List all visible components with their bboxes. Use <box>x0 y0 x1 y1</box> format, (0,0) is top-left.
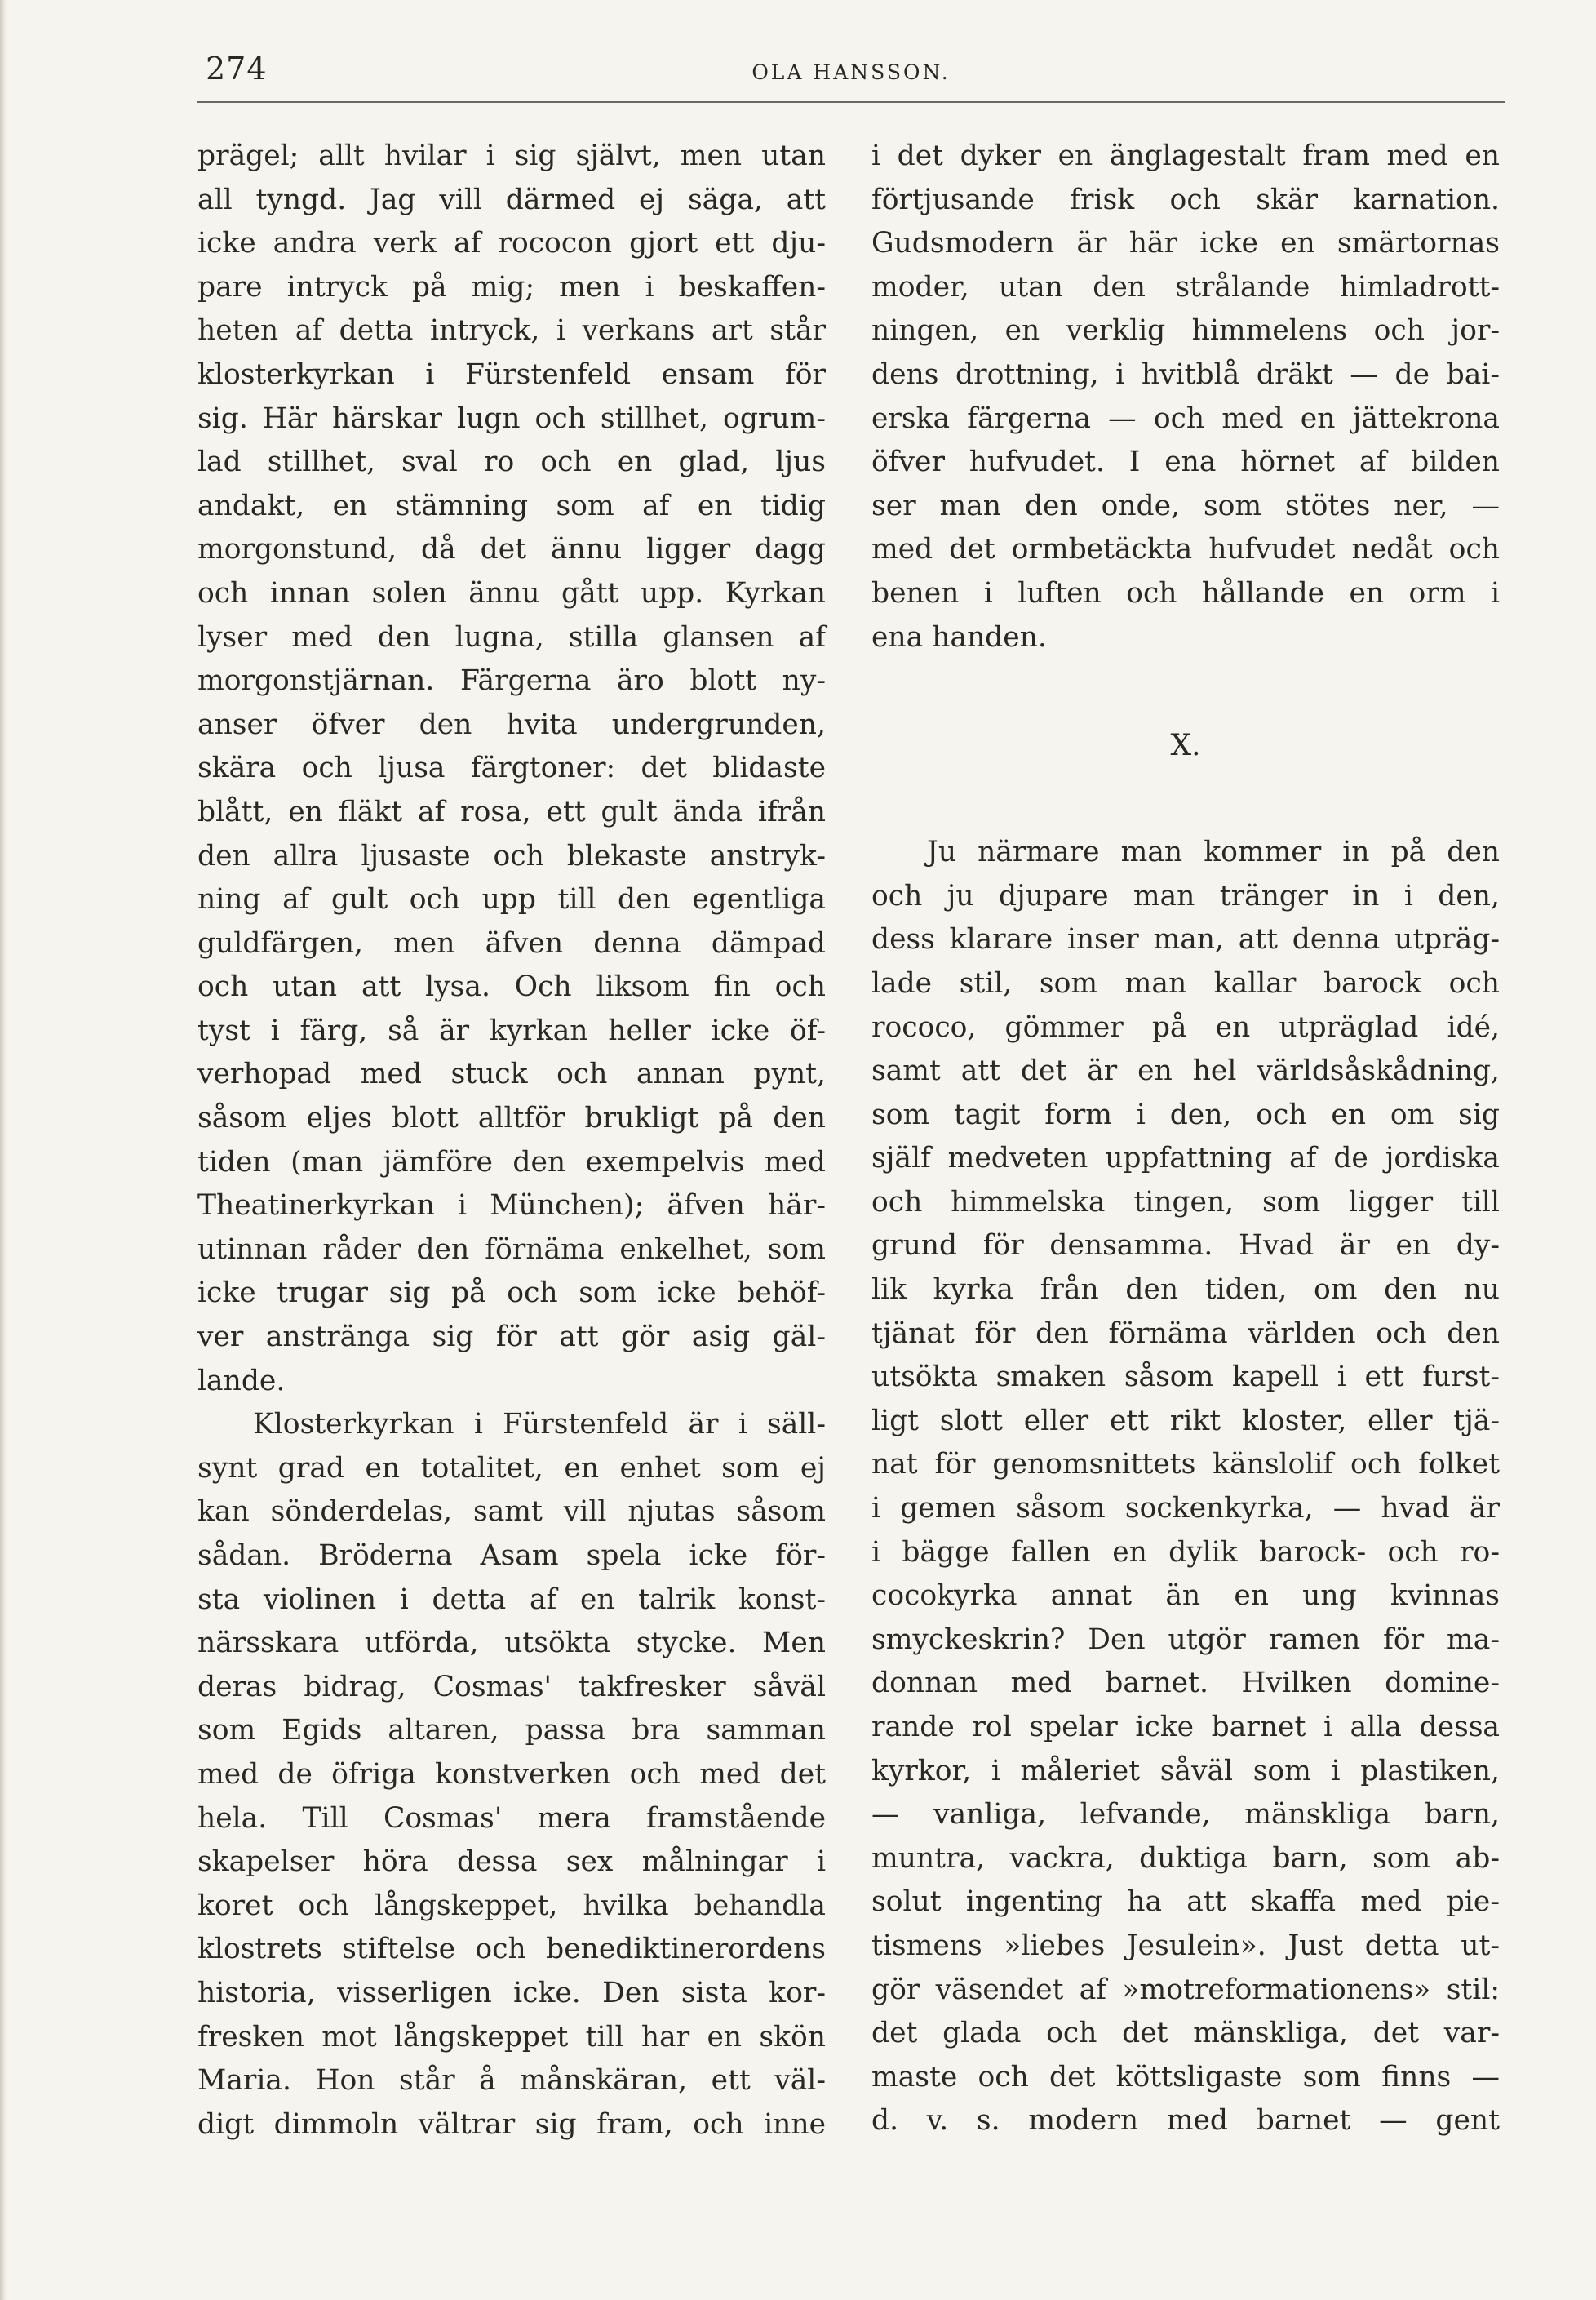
text-line: icke trugar sig på och som icke behöf- <box>197 1277 826 1310</box>
text-line: och ju djupare man tränger in i den, <box>871 879 1500 912</box>
text-line: i det dyker en änglagestalt fram med en <box>871 140 1500 172</box>
text-line: som tagit form i den, och en om sig <box>871 1098 1500 1131</box>
text-line: historia, visserligen icke. Den sista kor- <box>197 1976 826 2009</box>
text-line: hela. Till Cosmas' mera framstående <box>197 1801 826 1835</box>
text-line: själf medveten uppfattning af de jordiska <box>871 1142 1500 1175</box>
text-line: och himmelska tingen, som ligger till <box>871 1185 1500 1219</box>
running-title: OLA HANSSON. <box>751 60 951 84</box>
text-line: ningen, en verklig himmelens och jor- <box>871 314 1500 348</box>
text-line: förtjusande frisk och skär karnation. <box>871 183 1500 216</box>
text-line: skära och ljusa färgtoner: det blidaste <box>197 752 826 785</box>
text-line: sådan. Bröderna Asam spela icke för- <box>197 1539 826 1572</box>
text-line: donnan med barnet. Hvilken domine- <box>871 1667 1500 1700</box>
text-line: och utan att lysa. Och liksom fin och <box>197 970 826 1004</box>
text-line: erska färgerna — och med en jättekrona <box>871 402 1500 435</box>
text-line: samt att det är en hel världsåskådning, <box>871 1055 1500 1088</box>
text-line: d. v. s. modern med barnet — gent <box>871 2104 1500 2138</box>
left-column <box>197 135 826 2147</box>
text-line: heten af detta intryck, i verkans art står <box>197 314 826 348</box>
text-line: det glada och det mänskliga, det var- <box>871 2017 1500 2050</box>
text-line: tyst i färg, så är kyrkan heller icke öf- <box>197 1014 826 1047</box>
text-line: smyckeskrin? Den utgör ramen för ma- <box>871 1623 1500 1656</box>
text-line: lad stillhet, sval ro och en glad, ljus <box>197 446 826 479</box>
text-line: prägel; allt hvilar i sig självt, men utan <box>197 140 826 172</box>
text-line: sta violinen i detta af en talrik konst- <box>197 1583 826 1616</box>
text-line: såsom eljes blott alltför brukligt på den <box>197 1102 826 1135</box>
text-line: maste och det köttsligaste som finns — <box>871 2060 1500 2094</box>
text-line: fresken mot långskeppet till har en skön <box>197 2020 826 2054</box>
text-line: icke andra verk af rococon gjort ett dju- <box>197 227 826 260</box>
text-line: morgonstund, då det ännu ligger dagg <box>197 533 826 566</box>
section-heading: X. <box>1170 729 1201 763</box>
text-line: lade stil, som man kallar barock och <box>871 966 1500 1000</box>
text-line: — vanliga, lefvande, mänskliga barn, <box>871 1798 1500 1832</box>
text-line: tiden (man jämföre den exempelvis med <box>197 1145 826 1179</box>
text-line: och innan solen ännu gått upp. Kyrkan <box>197 576 826 610</box>
text-line: närsskara utförda, utsökta stycke. Men <box>197 1627 826 1660</box>
text-line: den allra ljusaste och blekaste anstryk- <box>197 839 826 872</box>
text-line: klosterkyrkan i Fürstenfeld ensam för <box>197 357 826 391</box>
text-line: pare intryck på mig; men i beskaffen- <box>197 270 826 304</box>
text-line: kyrkor, i måleriet såväl som i plastiken, <box>871 1754 1500 1787</box>
text-line: ver anstränga sig för att gör asig gäl- <box>197 1321 826 1354</box>
text-line: nat för genomsnittets känslolif och folket <box>871 1448 1500 1481</box>
text-line: klostrets stiftelse och benediktinerordens <box>197 1933 826 1966</box>
text-line: rococo, gömmer på en utpräglad idé, <box>871 1010 1500 1044</box>
text-line: utinnan råder den förnäma enkelhet, som <box>197 1232 826 1266</box>
text-line: digt dimmoln vältrar sig fram, och inne <box>197 2107 826 2141</box>
text-line: som Egids altaren, passa bra samman <box>197 1714 826 1747</box>
text-line: lyser med den lugna, stilla glansen af <box>197 620 826 654</box>
text-line: koret och långskeppet, hvilka behandla <box>197 1889 826 1922</box>
text-line: moder, utan den strålande himladrott- <box>871 270 1500 304</box>
text-line: kan sönderdelas, samt vill njutas såsom <box>197 1495 826 1529</box>
text-line: lande. <box>197 1364 286 1397</box>
text-line: i gemen såsom sockenkyrka, — hvad är <box>871 1492 1500 1525</box>
text-line: solut ingenting ha att skaffa med pie- <box>871 1885 1500 1919</box>
text-line: med det ormbetäckta hufvudet nedåt och <box>871 533 1500 566</box>
text-line: Theatinerkyrkan i München); äfven här- <box>197 1189 826 1223</box>
text-line: ser man den onde, som stötes ner, — <box>871 489 1500 522</box>
text-line: ning af gult och upp till den egentliga <box>197 883 826 917</box>
text-line: guldfärgen, men äfven denna dämpad <box>197 926 826 960</box>
text-line: utsökta smaken såsom kapell i ett furst- <box>871 1361 1500 1394</box>
text-line: all tyngd. Jag vill därmed ej säga, att <box>197 183 826 216</box>
text-line: muntra, vackra, duktiga barn, som ab- <box>871 1841 1500 1875</box>
text-line: dens drottning, i hvitblå dräkt — de bai- <box>871 357 1500 391</box>
text-line: verhopad med stuck och annan pynt, <box>197 1058 826 1091</box>
text-line: ligt slott eller ett rikt kloster, eller tjä- <box>871 1404 1500 1437</box>
text-line: dess klarare inser man, att denna utpräg- <box>871 923 1500 957</box>
text-line: sig. Här härskar lugn och stillhet, ogrum- <box>197 402 826 435</box>
text-line: med de öfriga konstverken och med det <box>197 1757 826 1791</box>
text-line: blått, en fläkt af rosa, ett gult ända ifrån <box>197 795 826 828</box>
text-line: tismens »liebes Jesulein». Just detta ut- <box>871 1929 1500 1962</box>
text-line: synt grad en totalitet, en enhet som ej <box>197 1451 826 1485</box>
text-line: morgonstjärnan. Färgerna äro blott ny- <box>197 664 826 698</box>
header-rule <box>197 101 1505 103</box>
running-head <box>197 51 1505 96</box>
page-number: 274 <box>206 51 268 87</box>
text-line: öfver hufvudet. I ena hörnet af bilden <box>871 446 1500 479</box>
text-line: benen i luften och hållande en orm i <box>871 576 1500 610</box>
text-line: anser öfver den hvita undergrunden, <box>197 708 826 741</box>
text-line: Klosterkyrkan i Fürstenfeld är i säll- <box>253 1408 826 1441</box>
text-line: Gudsmodern är här icke en smärtornas <box>871 227 1500 260</box>
text-line: ena handen. <box>871 620 1047 654</box>
text-line: Maria. Hon står å månskäran, ett väl- <box>197 2064 826 2098</box>
text-line: rande rol spelar icke barnet i alla dessa <box>871 1711 1500 1743</box>
right-column <box>871 135 1500 2143</box>
text-line: lik kyrka från den tiden, om den nu <box>871 1273 1500 1307</box>
scan-edge <box>0 0 7 2300</box>
text-line: andakt, en stämning som af en tidig <box>197 489 826 522</box>
text-line: gör väsendet af »motreformationens» stil: <box>871 1973 1500 2006</box>
text-line: grund för densamma. Hvad är en dy- <box>871 1229 1500 1263</box>
text-line: skapelser höra dessa sex målningar i <box>197 1845 826 1879</box>
text-line: deras bidrag, Cosmas' takfresker såväl <box>197 1670 826 1703</box>
text-line: i bägge fallen en dylik barock- och ro- <box>871 1535 1500 1569</box>
text-line: tjänat för den förnäma världen och den <box>871 1317 1500 1350</box>
text-line: Ju närmare man kommer in på den <box>927 836 1500 869</box>
text-line: cocokyrka annat än en ung kvinnas <box>871 1579 1500 1613</box>
